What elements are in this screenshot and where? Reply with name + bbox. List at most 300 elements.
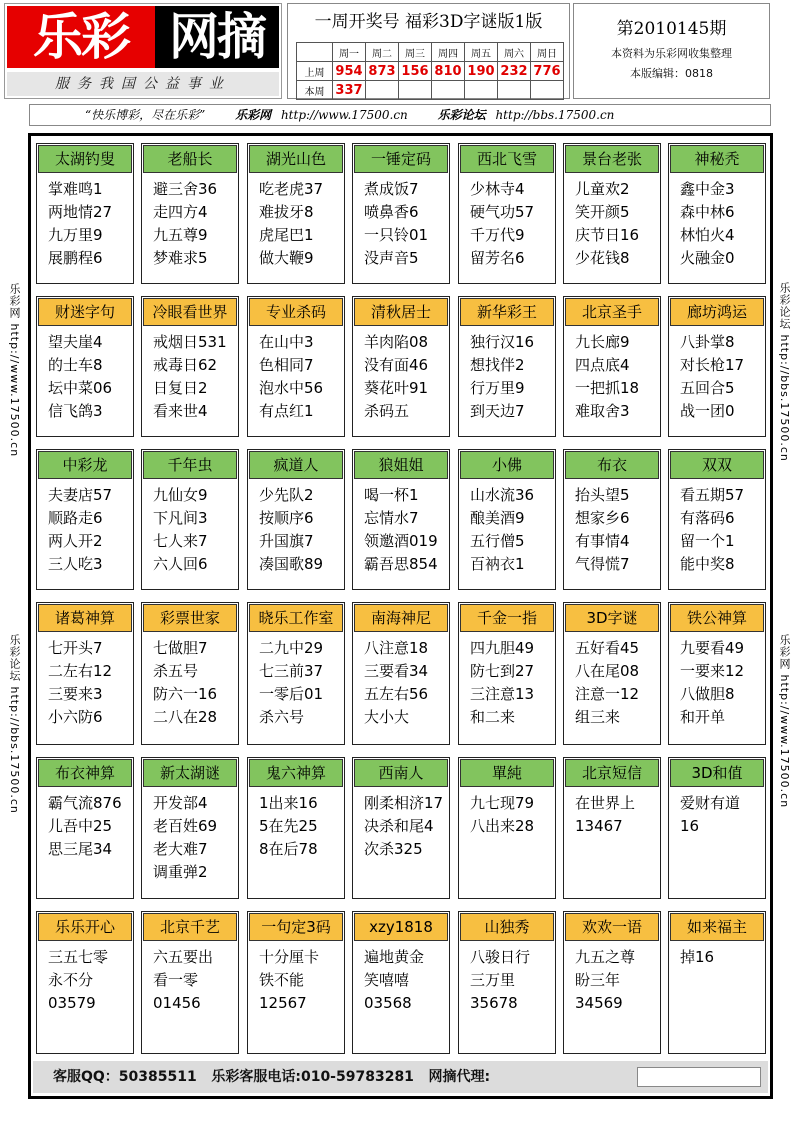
site-url-link[interactable]: http://www.17500.cn	[280, 108, 408, 122]
riddle-author: 太湖钓叟	[38, 145, 132, 173]
riddle-line: 抬头望5	[575, 486, 630, 504]
draw-number	[432, 81, 465, 100]
riddle-line: 刚柔相济17	[364, 794, 444, 812]
riddle-cell	[668, 911, 766, 1054]
riddle-line: 34569	[575, 994, 623, 1012]
last-week-label: 上周	[297, 62, 333, 81]
riddle-line: 1出来16	[259, 794, 318, 812]
motto-bar	[29, 104, 771, 126]
riddle-line: 在山中3	[259, 333, 314, 351]
riddle-cell	[668, 602, 766, 745]
riddle-line: 八出来28	[470, 817, 535, 835]
riddle-body	[353, 942, 449, 1015]
riddle-line: 望夫崖4	[48, 333, 103, 351]
riddle-line: 和二来	[470, 708, 516, 726]
riddle-line: 展鹏程6	[48, 249, 103, 267]
riddle-body	[564, 633, 660, 729]
draw-number	[465, 81, 498, 100]
riddle-cell	[141, 602, 239, 745]
riddle-line: 气得慌7	[575, 555, 630, 573]
side-text-left-top: 乐彩网 http://www.17500.cn	[8, 283, 21, 458]
riddle-author: 专业杀码	[249, 298, 343, 326]
riddle-cell	[247, 143, 345, 284]
riddle-cell	[352, 757, 450, 899]
riddle-cell	[352, 911, 450, 1054]
riddle-line: 注意一12	[575, 685, 640, 703]
riddle-line: 喷鼻香6	[364, 203, 419, 221]
riddle-line: 爱财有道	[680, 794, 741, 812]
riddle-body	[564, 174, 660, 270]
draw-number: 873	[366, 62, 399, 81]
riddle-body	[248, 480, 344, 576]
riddle-line: 留一个1	[680, 532, 735, 550]
riddle-line: 两地情27	[48, 203, 113, 221]
riddle-cell	[36, 143, 134, 284]
riddle-line: 夫妻店57	[48, 486, 113, 504]
riddle-line: 一零后01	[259, 685, 324, 703]
riddle-line: 到天边7	[470, 402, 525, 420]
riddle-cell	[563, 449, 661, 590]
riddle-author: 布衣神算	[38, 759, 132, 787]
riddle-line: 领邀酒019	[364, 532, 438, 550]
riddle-line: 色相同7	[259, 356, 314, 374]
day-label: 周四	[432, 43, 465, 62]
riddle-line: 二八在28	[153, 708, 218, 726]
riddle-body	[142, 942, 238, 1015]
riddle-body	[353, 174, 449, 270]
forum-url-link[interactable]: http://bbs.17500.cn	[495, 108, 615, 122]
riddle-body	[459, 480, 555, 576]
riddle-line: 十分厘卡	[259, 948, 320, 966]
riddle-line: 林怕火4	[680, 226, 735, 244]
issue-editor: 本版编辑：0818	[630, 67, 713, 80]
riddle-line: 戒烟日531	[153, 333, 227, 351]
riddle-line: 二九中29	[259, 639, 324, 657]
riddle-cell	[563, 757, 661, 899]
riddle-author: 诸葛神算	[38, 604, 132, 632]
this-week-label: 本周	[297, 81, 333, 100]
riddle-author: 鬼六神算	[249, 759, 343, 787]
riddle-line: 01456	[153, 994, 201, 1012]
riddle-author: 小佛	[460, 451, 554, 479]
riddle-line: 下凡间3	[153, 509, 208, 527]
riddle-body	[459, 788, 555, 838]
logo-slogan: 服务我国公益事业	[7, 72, 279, 96]
riddle-body	[669, 633, 765, 729]
riddle-line: 虎尾巴1	[259, 226, 314, 244]
riddle-author: 北京短信	[565, 759, 659, 787]
riddle-line: 13467	[575, 817, 623, 835]
riddle-body	[564, 327, 660, 423]
riddle-line: 顺路走6	[48, 509, 103, 527]
riddle-author: 双双	[670, 451, 764, 479]
riddle-line: 行万里9	[470, 379, 525, 397]
draw-number	[498, 81, 531, 100]
riddle-line: 七三前37	[259, 662, 324, 680]
riddle-line: 8在后78	[259, 840, 318, 858]
riddle-body	[37, 942, 133, 1015]
riddle-author: 3D和值	[670, 759, 764, 787]
riddle-line: 一把抓18	[575, 379, 640, 397]
riddle-line: 走四方4	[153, 203, 208, 221]
riddle-author: 北京圣手	[565, 298, 659, 326]
riddle-body	[353, 480, 449, 576]
riddle-author: 南海神尼	[354, 604, 448, 632]
riddle-line: 九五尊9	[153, 226, 208, 244]
riddle-author: 廊坊鸿运	[670, 298, 764, 326]
side-text-left-bottom: 乐彩论坛 http://bbs.17500.cn	[8, 634, 21, 814]
riddle-line: 儿童欢2	[575, 180, 630, 198]
riddle-line: 戒毒日62	[153, 356, 218, 374]
riddle-line: 留芳名6	[470, 249, 525, 267]
riddle-body	[37, 788, 133, 861]
riddle-author: 清秋居士	[354, 298, 448, 326]
draw-number: 776	[531, 62, 564, 81]
riddle-line: 九七现79	[470, 794, 535, 812]
riddle-line: 大小大	[364, 708, 410, 726]
riddle-line: 火融金0	[680, 249, 735, 267]
riddle-line: 升国旗7	[259, 532, 314, 550]
riddle-line: 五好看45	[575, 639, 640, 657]
riddle-line: 按顺序6	[259, 509, 314, 527]
riddle-body	[353, 327, 449, 423]
riddle-line: 能中奖8	[680, 555, 735, 573]
riddle-author: 如来福主	[670, 913, 764, 941]
riddle-body	[353, 633, 449, 729]
riddle-line: 有事情4	[575, 532, 630, 550]
riddle-line: 没有面46	[364, 356, 429, 374]
riddle-body	[459, 174, 555, 270]
side-text-right-bottom: 乐彩网 http://www.17500.cn	[778, 634, 791, 809]
riddle-line: 难拔牙8	[259, 203, 314, 221]
riddle-body	[669, 480, 765, 576]
riddle-grid	[28, 133, 773, 1099]
draw-title: 一周开奖号 福彩3D字谜版1版	[314, 12, 543, 32]
riddle-body	[459, 942, 555, 1015]
riddle-line: 霸气流876	[48, 794, 122, 812]
riddle-line: 霸吾思854	[364, 555, 438, 573]
riddle-line: 独行汉16	[470, 333, 535, 351]
riddle-cell	[141, 911, 239, 1054]
day-label: 周日	[531, 43, 564, 62]
riddle-line: 03579	[48, 994, 96, 1012]
riddle-author: 湖光山色	[249, 145, 343, 173]
riddle-line: 八注意18	[364, 639, 429, 657]
riddle-body	[248, 942, 344, 1015]
riddle-line: 三要来3	[48, 685, 103, 703]
issue-number: 第2010145期	[616, 19, 727, 39]
riddle-body	[564, 942, 660, 1015]
riddle-author: 一锤定码	[354, 145, 448, 173]
forum-name: 乐彩论坛	[437, 108, 486, 122]
riddle-body	[669, 942, 765, 969]
riddle-cell	[458, 449, 556, 590]
riddle-author: 中彩龙	[38, 451, 132, 479]
riddle-author: 布衣	[565, 451, 659, 479]
riddle-cell	[458, 602, 556, 745]
riddle-line: 调重弹2	[153, 863, 208, 881]
riddle-line: 5在先25	[259, 817, 318, 835]
weekly-draw-panel	[287, 3, 570, 99]
riddle-line: 煮成饭7	[364, 180, 419, 198]
riddle-cell	[247, 449, 345, 590]
riddle-line: 三万里	[470, 971, 516, 989]
riddle-line: 百衲衣1	[470, 555, 525, 573]
riddle-line: 的士车8	[48, 356, 103, 374]
riddle-cell	[247, 602, 345, 745]
riddle-line: 七人来7	[153, 532, 208, 550]
riddle-line: 决杀和尾4	[364, 817, 434, 835]
riddle-cell	[36, 757, 134, 899]
riddle-line: 看来世4	[153, 402, 208, 420]
riddle-author: 北京千艺	[143, 913, 237, 941]
footer-text	[53, 1061, 490, 1093]
riddle-line: 八骏日行	[470, 948, 531, 966]
riddle-line: 杀码五	[364, 402, 410, 420]
logo	[4, 3, 282, 99]
riddle-cell	[668, 757, 766, 899]
riddle-cell	[36, 449, 134, 590]
riddle-line: 忘情水7	[364, 509, 419, 527]
riddle-body	[669, 327, 765, 423]
riddle-line: 难取舍3	[575, 402, 630, 420]
riddle-author: 3D字谜	[565, 604, 659, 632]
riddle-body	[248, 788, 344, 861]
riddle-author: 景台老张	[565, 145, 659, 173]
riddle-line: 有落码6	[680, 509, 735, 527]
riddle-author: 财迷字句	[38, 298, 132, 326]
riddle-author: xzy1818	[354, 913, 448, 941]
footer-phone: 乐彩客服电话:010-59783281	[211, 1069, 414, 1085]
riddle-line: 盼三年	[575, 971, 621, 989]
riddle-line: 羊肉陷08	[364, 333, 429, 351]
riddle-line: 七开头7	[48, 639, 103, 657]
draw-table	[296, 42, 564, 100]
riddle-cell	[141, 757, 239, 899]
riddle-body	[248, 174, 344, 270]
riddle-line: 少先队2	[259, 486, 314, 504]
draw-number: 190	[465, 62, 498, 81]
this-week-row	[297, 81, 564, 100]
draw-number: 156	[399, 62, 432, 81]
day-label: 周三	[399, 43, 432, 62]
riddle-line: 一只铃01	[364, 226, 429, 244]
riddle-line: 三五七零	[48, 948, 109, 966]
riddle-author: 單純	[460, 759, 554, 787]
riddle-line: 千万代9	[470, 226, 525, 244]
logo-text-red: 乐彩	[7, 6, 155, 68]
riddle-author: 晓乐工作室	[249, 604, 343, 632]
draw-number	[366, 81, 399, 100]
riddle-body	[564, 480, 660, 576]
riddle-line: 九万里9	[48, 226, 103, 244]
riddle-line: 掌难鸣1	[48, 180, 103, 198]
riddle-body	[37, 480, 133, 576]
riddle-line: 笑开颜5	[575, 203, 630, 221]
draw-number: 337	[333, 81, 366, 100]
riddle-line: 老大难7	[153, 840, 208, 858]
riddle-line: 掉16	[680, 948, 715, 966]
footer-agent: 网摘代理:	[428, 1069, 491, 1085]
riddle-cell	[458, 757, 556, 899]
day-label: 周六	[498, 43, 531, 62]
riddle-line: 硬气功57	[470, 203, 535, 221]
motto-quote: “快乐博彩，尽在乐彩”	[85, 108, 206, 122]
riddle-line: 看一零	[153, 971, 199, 989]
riddle-cell	[247, 911, 345, 1054]
riddle-line: 三注意13	[470, 685, 535, 703]
riddle-body	[37, 174, 133, 270]
riddle-line: 泡水中56	[259, 379, 324, 397]
riddle-cell	[668, 143, 766, 284]
riddle-line: 35678	[470, 994, 518, 1012]
riddle-line: 对长枪17	[680, 356, 745, 374]
riddle-author: 欢欢一语	[565, 913, 659, 941]
riddle-line: 笑嘻嘻	[364, 971, 410, 989]
riddle-body	[353, 788, 449, 861]
riddle-line: 有点红1	[259, 402, 314, 420]
riddle-line: 三人吃3	[48, 555, 103, 573]
riddle-line: 16	[680, 817, 700, 835]
riddle-line: 山水流36	[470, 486, 535, 504]
riddle-body	[142, 327, 238, 423]
riddle-line: 03568	[364, 994, 412, 1012]
riddle-line: 防七到27	[470, 662, 535, 680]
draw-number: 810	[432, 62, 465, 81]
agent-input-box	[637, 1067, 761, 1087]
riddle-line: 铁不能	[259, 971, 305, 989]
riddle-line: 儿吾中25	[48, 817, 113, 835]
riddle-line: 12567	[259, 994, 307, 1012]
riddle-author: 新华彩王	[460, 298, 554, 326]
draw-corner	[297, 43, 333, 62]
riddle-line: 想找伴2	[470, 356, 525, 374]
riddle-cell	[352, 296, 450, 437]
riddle-author: 乐乐开心	[38, 913, 132, 941]
riddle-line: 组三来	[575, 708, 621, 726]
riddle-line: 少林寺4	[470, 180, 525, 198]
riddle-cell	[141, 449, 239, 590]
riddle-line: 战一团0	[680, 402, 735, 420]
draw-number: 232	[498, 62, 531, 81]
footer-bar	[33, 1061, 768, 1093]
riddle-line: 杀六号	[259, 708, 305, 726]
riddle-line: 没声音5	[364, 249, 419, 267]
riddle-line: 信飞鸽3	[48, 402, 103, 420]
riddle-line: 做大鞭9	[259, 249, 314, 267]
riddle-body	[142, 788, 238, 884]
riddle-line: 六五要出	[153, 948, 214, 966]
riddle-body	[142, 480, 238, 576]
riddle-cell	[141, 296, 239, 437]
riddle-line: 酿美酒9	[470, 509, 525, 527]
riddle-cell	[141, 143, 239, 284]
draw-days-row	[297, 43, 564, 62]
riddle-body	[37, 327, 133, 423]
riddle-line: 庆节日16	[575, 226, 640, 244]
riddle-line: 次杀325	[364, 840, 423, 858]
riddle-line: 在世界上	[575, 794, 636, 812]
riddle-line: 想家乡6	[575, 509, 630, 527]
riddle-line: 森中林6	[680, 203, 735, 221]
riddle-line: 九要看49	[680, 639, 745, 657]
riddle-line: 一要来12	[680, 662, 745, 680]
riddle-author: 铁公神算	[670, 604, 764, 632]
riddle-line: 二左右12	[48, 662, 113, 680]
riddle-cell	[668, 449, 766, 590]
riddle-line: 遍地黄金	[364, 948, 425, 966]
draw-number	[531, 81, 564, 100]
riddle-line: 八在尾08	[575, 662, 640, 680]
riddle-author: 千金一指	[460, 604, 554, 632]
riddle-body	[669, 788, 765, 838]
riddle-author: 冷眼看世界	[143, 298, 237, 326]
riddle-line: 吃老虎37	[259, 180, 324, 198]
riddle-line: 五回合5	[680, 379, 735, 397]
riddle-cell	[668, 296, 766, 437]
riddle-line: 少花钱8	[575, 249, 630, 267]
riddle-line: 八做胆8	[680, 685, 735, 703]
riddle-line: 梦难求5	[153, 249, 208, 267]
riddle-cell	[352, 449, 450, 590]
day-label: 周二	[366, 43, 399, 62]
riddle-cell	[458, 143, 556, 284]
riddle-line: 避三舍36	[153, 180, 218, 198]
riddle-cell	[458, 911, 556, 1054]
riddle-cell	[36, 602, 134, 745]
riddle-author: 新太湖谜	[143, 759, 237, 787]
riddle-line: 五左右56	[364, 685, 429, 703]
riddle-line: 老百姓69	[153, 817, 218, 835]
riddle-line: 防六一16	[153, 685, 218, 703]
riddle-cell	[563, 602, 661, 745]
riddle-line: 九五之尊	[575, 948, 636, 966]
issue-panel	[573, 3, 770, 99]
riddle-line: 日复日2	[153, 379, 208, 397]
riddle-body	[459, 327, 555, 423]
riddle-body	[248, 327, 344, 423]
riddle-cell	[352, 602, 450, 745]
riddle-author: 疯道人	[249, 451, 343, 479]
riddle-author: 山独秀	[460, 913, 554, 941]
riddle-author: 千年虫	[143, 451, 237, 479]
day-label: 周一	[333, 43, 366, 62]
riddle-body	[248, 633, 344, 729]
draw-number	[399, 81, 432, 100]
riddle-author: 西南人	[354, 759, 448, 787]
riddle-line: 葵花叶91	[364, 379, 429, 397]
riddle-line: 思三尾34	[48, 840, 113, 858]
riddle-cell	[247, 757, 345, 899]
logo-text-black: 网摘	[155, 6, 279, 68]
riddle-author: 一句定3码	[249, 913, 343, 941]
riddle-author: 狼姐姐	[354, 451, 448, 479]
riddle-line: 六人回6	[153, 555, 208, 573]
riddle-line: 开发部4	[153, 794, 208, 812]
riddle-body	[142, 633, 238, 729]
issue-note: 本资料为乐彩网收集整理	[611, 47, 732, 60]
riddle-line: 三要看34	[364, 662, 429, 680]
draw-number: 954	[333, 62, 366, 81]
riddle-line: 喝一杯1	[364, 486, 419, 504]
riddle-author: 西北飞雪	[460, 145, 554, 173]
riddle-line: 九仙女9	[153, 486, 208, 504]
riddle-cell	[352, 143, 450, 284]
riddle-body	[37, 633, 133, 729]
riddle-line: 小六防6	[48, 708, 103, 726]
riddle-cell	[247, 296, 345, 437]
riddle-cell	[36, 296, 134, 437]
